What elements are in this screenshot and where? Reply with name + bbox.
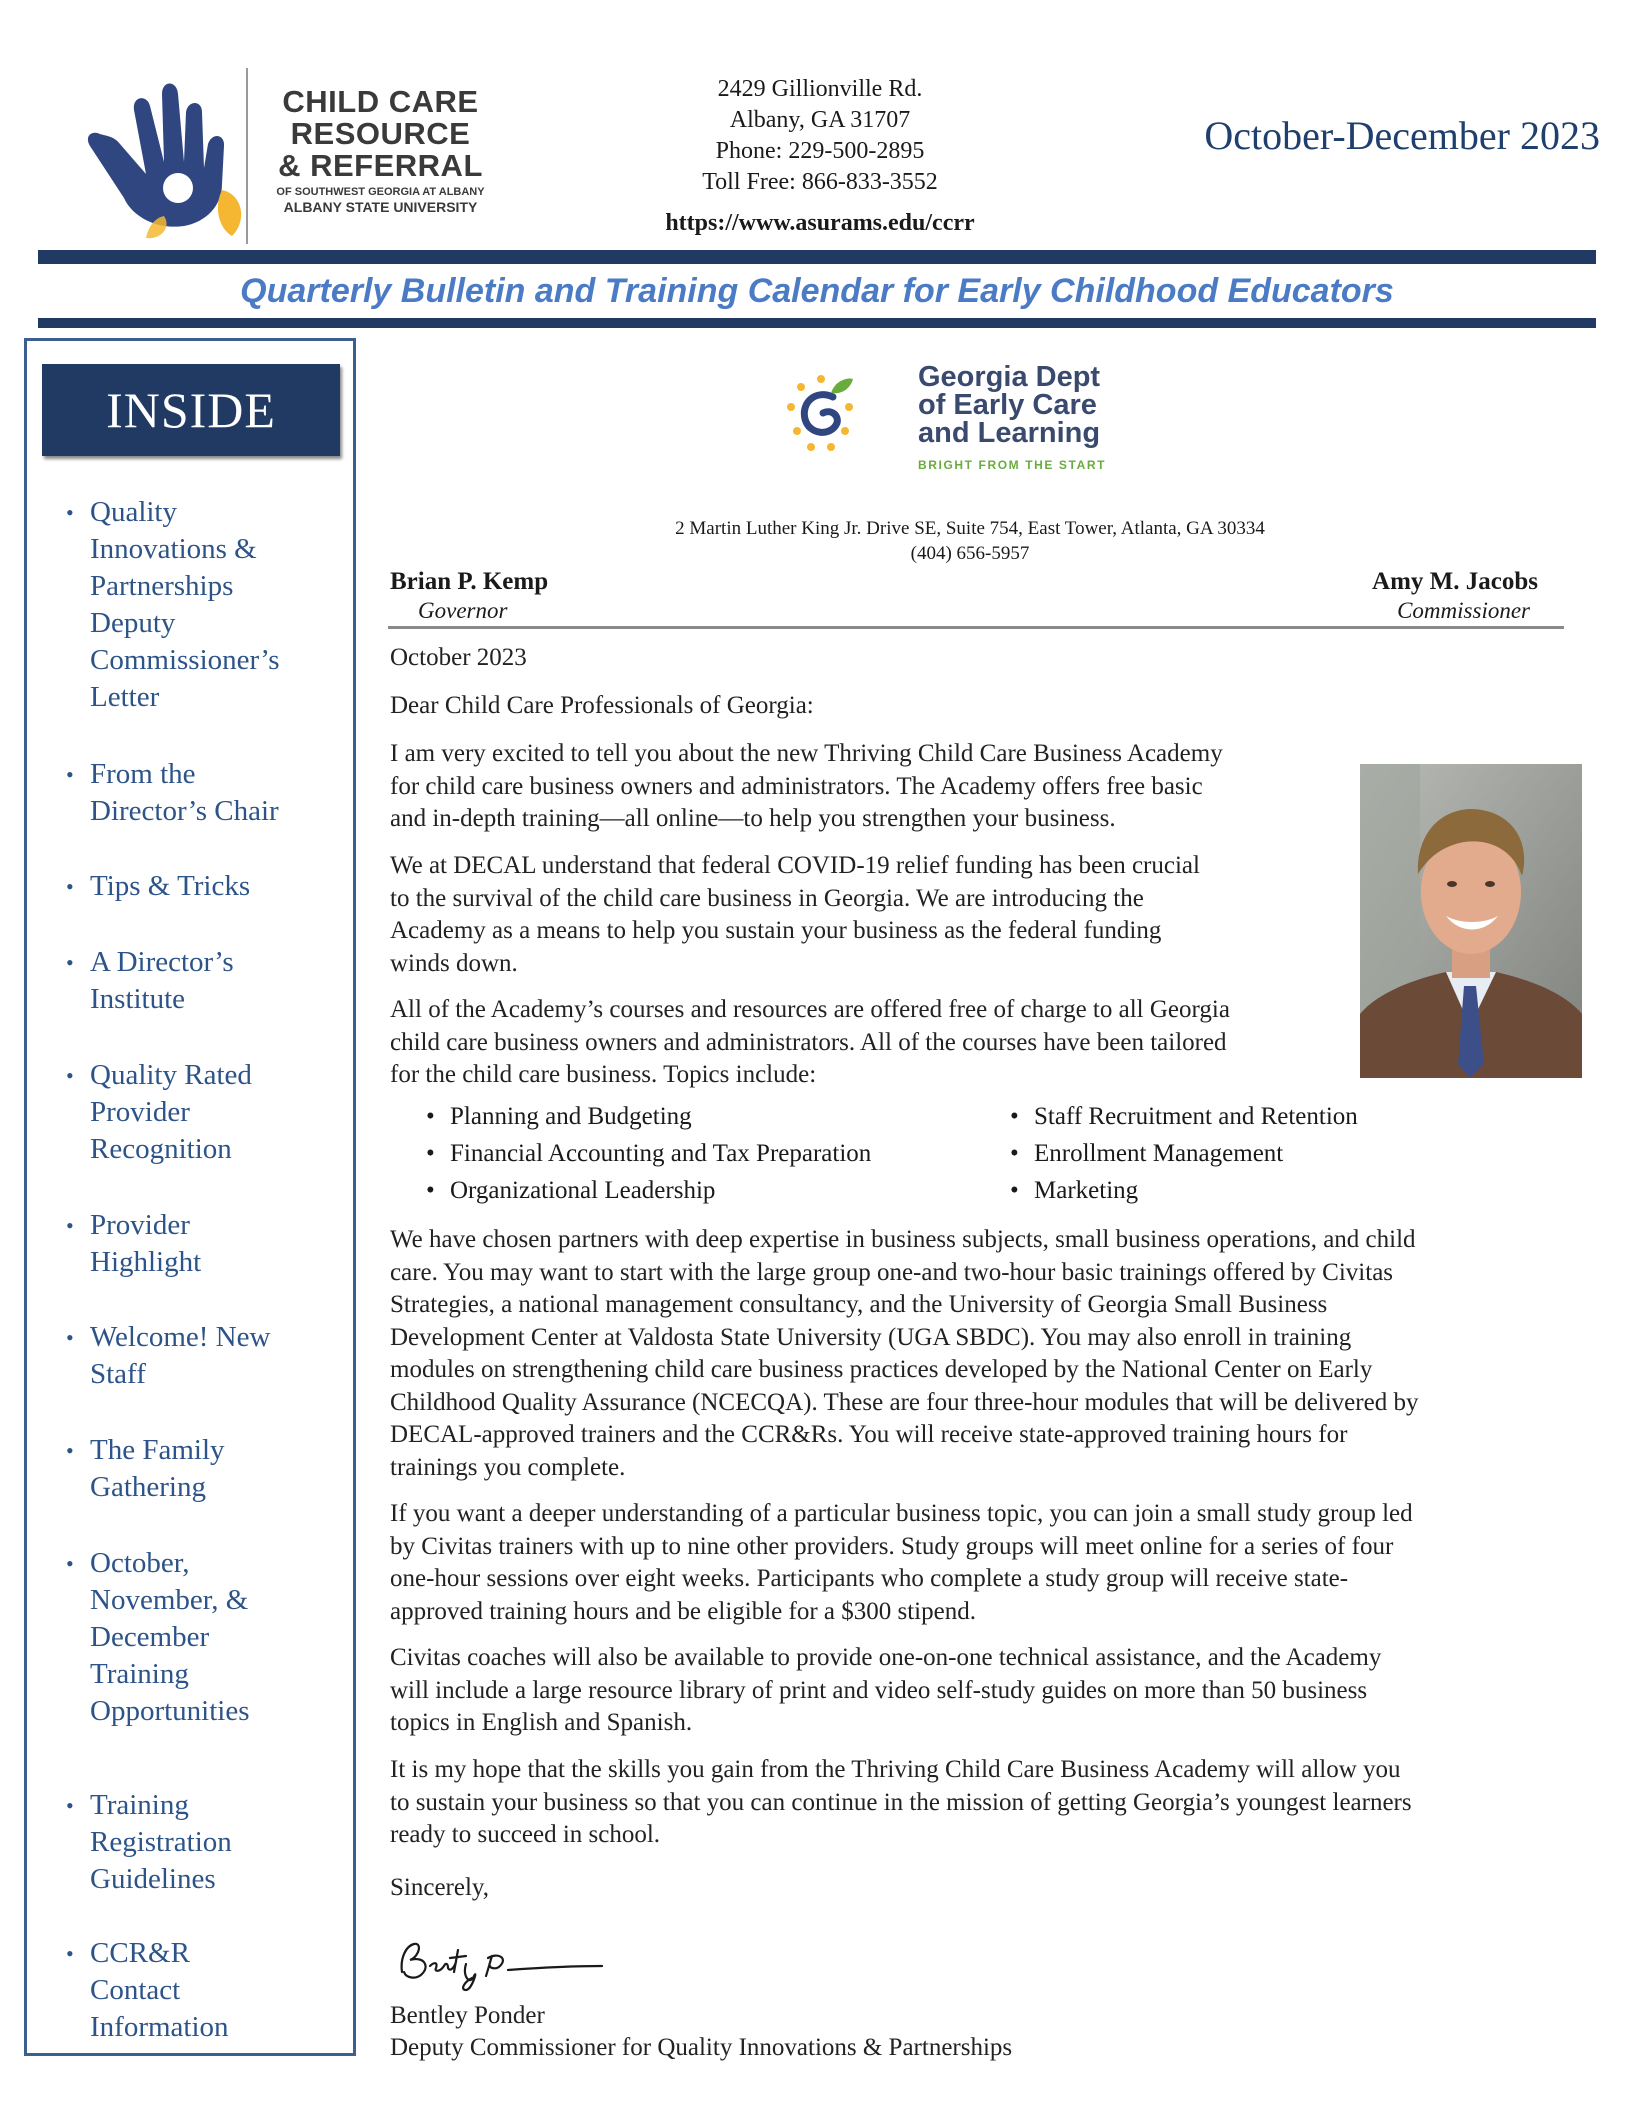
- letter-salutation: Dear Child Care Professionals of Georgia:: [390, 692, 814, 719]
- deputy-commissioner-photo: [1360, 764, 1582, 1078]
- inside-heading: INSIDE: [42, 364, 340, 456]
- topic-item: • Organizational Leadership: [450, 1172, 715, 1209]
- letter-paragraph: [390, 1498, 1413, 1628]
- text-line: If you want a deeper understanding of a particular business topic, you can join a small study group led: [390, 1500, 1413, 1527]
- ccrr-logo-wordmark: [258, 86, 503, 215]
- text-line: topics in English and Spanish.: [390, 1709, 693, 1736]
- text-line: Development Center at Valdosta State University (UGA SBDC). You may also enroll in training: [390, 1323, 1352, 1351]
- governor-title: Governor: [418, 598, 508, 623]
- text-line: I am very excited to tell you about the new Thriving Child Care Business Academy: [390, 740, 1223, 767]
- text-line: All of the Academy’s courses and resources are offered free of charge to all Georgia: [390, 996, 1230, 1023]
- letterhead-rule: [388, 626, 1564, 629]
- decal-sun-logo: [785, 365, 857, 475]
- decal-address: [520, 516, 1420, 566]
- text-line: DECAL-approved trainers and the CCR&Rs. You will receive state-approved training hours for: [390, 1421, 1348, 1448]
- ccrr-address: [660, 74, 980, 198]
- logo-line: & REFERRAL: [278, 148, 483, 183]
- toc-item-label: Training Registration Guidelines: [90, 1789, 232, 1895]
- topic-item: • Marketing: [1034, 1172, 1138, 1209]
- bullet-icon: •: [66, 1063, 74, 1088]
- letter-paragraph: [390, 1754, 1412, 1852]
- bullet-icon: •: [66, 1213, 74, 1238]
- header-rule-bottom: [38, 318, 1596, 328]
- text-line: Civitas coaches will also be available to provide one-on-one technical assistance, and the Academy: [390, 1644, 1382, 1671]
- decal-name-line: and Learning: [918, 417, 1101, 449]
- address-line: Phone: 229-500-2895: [715, 138, 925, 164]
- letter-paragraph: [390, 994, 1230, 1092]
- website-link[interactable]: https://www.asurams.edu/ccrr: [665, 210, 975, 236]
- text-line: It is my hope that the skills you gain from the Thriving Child Care Business Academy will allow you: [390, 1756, 1401, 1783]
- letter-date: October 2023: [390, 644, 527, 671]
- address-line: 2429 Gillionville Rd.: [717, 76, 923, 102]
- bullet-icon: •: [66, 1941, 74, 1966]
- logo-line: RESOURCE: [290, 116, 471, 151]
- logo-line: CHILD CARE: [282, 84, 479, 119]
- handwritten-signature: [396, 1932, 606, 1992]
- text-line: and in-depth training—all online—to help you strengthen your business.: [390, 805, 1116, 832]
- text-line: ready to succeed in school.: [390, 1821, 661, 1848]
- text-line: We at DECAL understand that federal COVID-19 relief funding has been crucial: [390, 852, 1200, 879]
- text-line: Academy as a means to help you sustain your business as the federal funding: [390, 917, 1162, 944]
- commissioner-title: Commissioner: [1397, 598, 1530, 623]
- toc-item-label: A Director’s Institute: [90, 946, 234, 1015]
- bullet-icon: •: [66, 762, 74, 787]
- signer-title: Deputy Commissioner for Quality Innovations & Partnerships: [390, 2034, 1013, 2061]
- text-line: We have chosen partners with deep expertise in business subjects, small business operations, and child: [390, 1226, 1416, 1253]
- decal-address-line: 2 Martin Luther King Jr. Drive SE, Suite 754, East Tower, Atlanta, GA 30334: [675, 518, 1265, 539]
- toc-item-label: Tips & Tricks: [90, 870, 251, 902]
- decal-tagline: BRIGHT FROM THE START: [918, 458, 1107, 472]
- toc-item-label: Provider Highlight: [90, 1209, 202, 1278]
- bullet-icon: •: [66, 1793, 74, 1818]
- decal-wordmark: [918, 363, 1178, 447]
- topic-item: • Planning and Budgeting: [450, 1098, 692, 1135]
- logo-divider: [246, 68, 248, 244]
- address-line: Albany, GA 31707: [729, 107, 911, 133]
- text-line: will include a large resource library of print and video self-study guides on more than 50 business: [390, 1676, 1368, 1704]
- issue-date: October-December 2023: [1204, 113, 1600, 158]
- logo-line: OF SOUTHWEST GEORGIA AT ALBANY: [276, 186, 485, 198]
- text-line: for child care business owners and administrators. The Academy offers free basic: [390, 772, 1203, 800]
- letter-paragraph: [390, 1642, 1381, 1740]
- text-line: one-hour sessions over eight weeks. Participants who complete a study group will receive state-: [390, 1565, 1349, 1592]
- bullet-icon: •: [66, 874, 74, 899]
- letter-paragraph: [390, 1224, 1418, 1484]
- bullet-icon: •: [66, 1438, 74, 1463]
- text-line: winds down.: [390, 949, 518, 977]
- text-line: child care business owners and administrators. All of the courses have been tailored: [390, 1028, 1227, 1056]
- bullet-icon: •: [66, 1325, 74, 1350]
- address-line: Toll Free: 866-833-3552: [702, 169, 938, 195]
- text-line: modules on strengthening child care business practices developed by the National Center on Early: [390, 1356, 1373, 1383]
- text-line: Strategies, a national management consultancy, and the University of Georgia Small Business: [390, 1291, 1328, 1318]
- text-line: to the survival of the child care business in Georgia. We are introducing the: [390, 884, 1144, 912]
- governor-name: Brian P. Kemp: [390, 568, 549, 595]
- text-line: trainings you complete.: [390, 1453, 626, 1481]
- toc-item-label: From the Director’s Chair: [90, 758, 279, 827]
- letter-paragraph: [390, 850, 1200, 980]
- commissioner-name: Amy M. Jacobs: [1372, 568, 1538, 595]
- bullet-icon: •: [66, 1551, 74, 1576]
- signer-name: Bentley Ponder: [390, 2002, 545, 2029]
- topic-item: • Financial Accounting and Tax Preparation: [450, 1135, 871, 1172]
- decal-name-line: Georgia Dept: [918, 361, 1101, 393]
- toc-item-label: Welcome! New Staff: [90, 1321, 271, 1390]
- text-line: Childhood Quality Assurance (NCECQA). These are four three-hour modules that will be delivered by: [390, 1388, 1419, 1416]
- bulletin-title: Quarterly Bulletin and Training Calendar for Early Childhood Educators: [240, 272, 1394, 310]
- text-line: approved training hours and be eligible for a $300 stipend.: [390, 1597, 976, 1625]
- toc-item-label: CCR&R Contact Information: [90, 1937, 229, 2043]
- bullet-icon: •: [66, 950, 74, 975]
- text-line: care. You may want to start with the large group one-and two-hour basic trainings offered by Civitas: [390, 1258, 1394, 1286]
- topic-item: • Enrollment Management: [1034, 1135, 1283, 1172]
- letter-paragraph: [390, 738, 1223, 836]
- toc-item-label: Quality Innovations & Partnerships Deputy Commissioner’s Letter: [90, 496, 280, 713]
- toc-item-label: October, November, & December Training Opportunities: [90, 1547, 250, 1727]
- text-line: by Civitas trainers with up to nine other providers. Study groups will meet online for a series of four: [390, 1532, 1394, 1560]
- text-line: for the child care business. Topics include:: [390, 1061, 817, 1088]
- text-line: to sustain your business so that you can continue in the mission of getting Georgia’s youngest learners: [390, 1788, 1412, 1816]
- toc-item-label: Quality Rated Provider Recognition: [90, 1059, 252, 1165]
- logo-line: ALBANY STATE UNIVERSITY: [283, 199, 478, 215]
- letter-closing: Sincerely,: [390, 1874, 490, 1901]
- ccrr-hand-logo: [72, 70, 252, 240]
- decal-phone: (404) 656-5957: [910, 543, 1030, 564]
- bullet-icon: •: [66, 500, 74, 525]
- toc-item-label: The Family Gathering: [90, 1434, 225, 1503]
- topic-item: • Staff Recruitment and Retention: [1034, 1098, 1358, 1135]
- decal-name-line: of Early Care: [918, 389, 1097, 421]
- header-rule-top: [38, 250, 1596, 264]
